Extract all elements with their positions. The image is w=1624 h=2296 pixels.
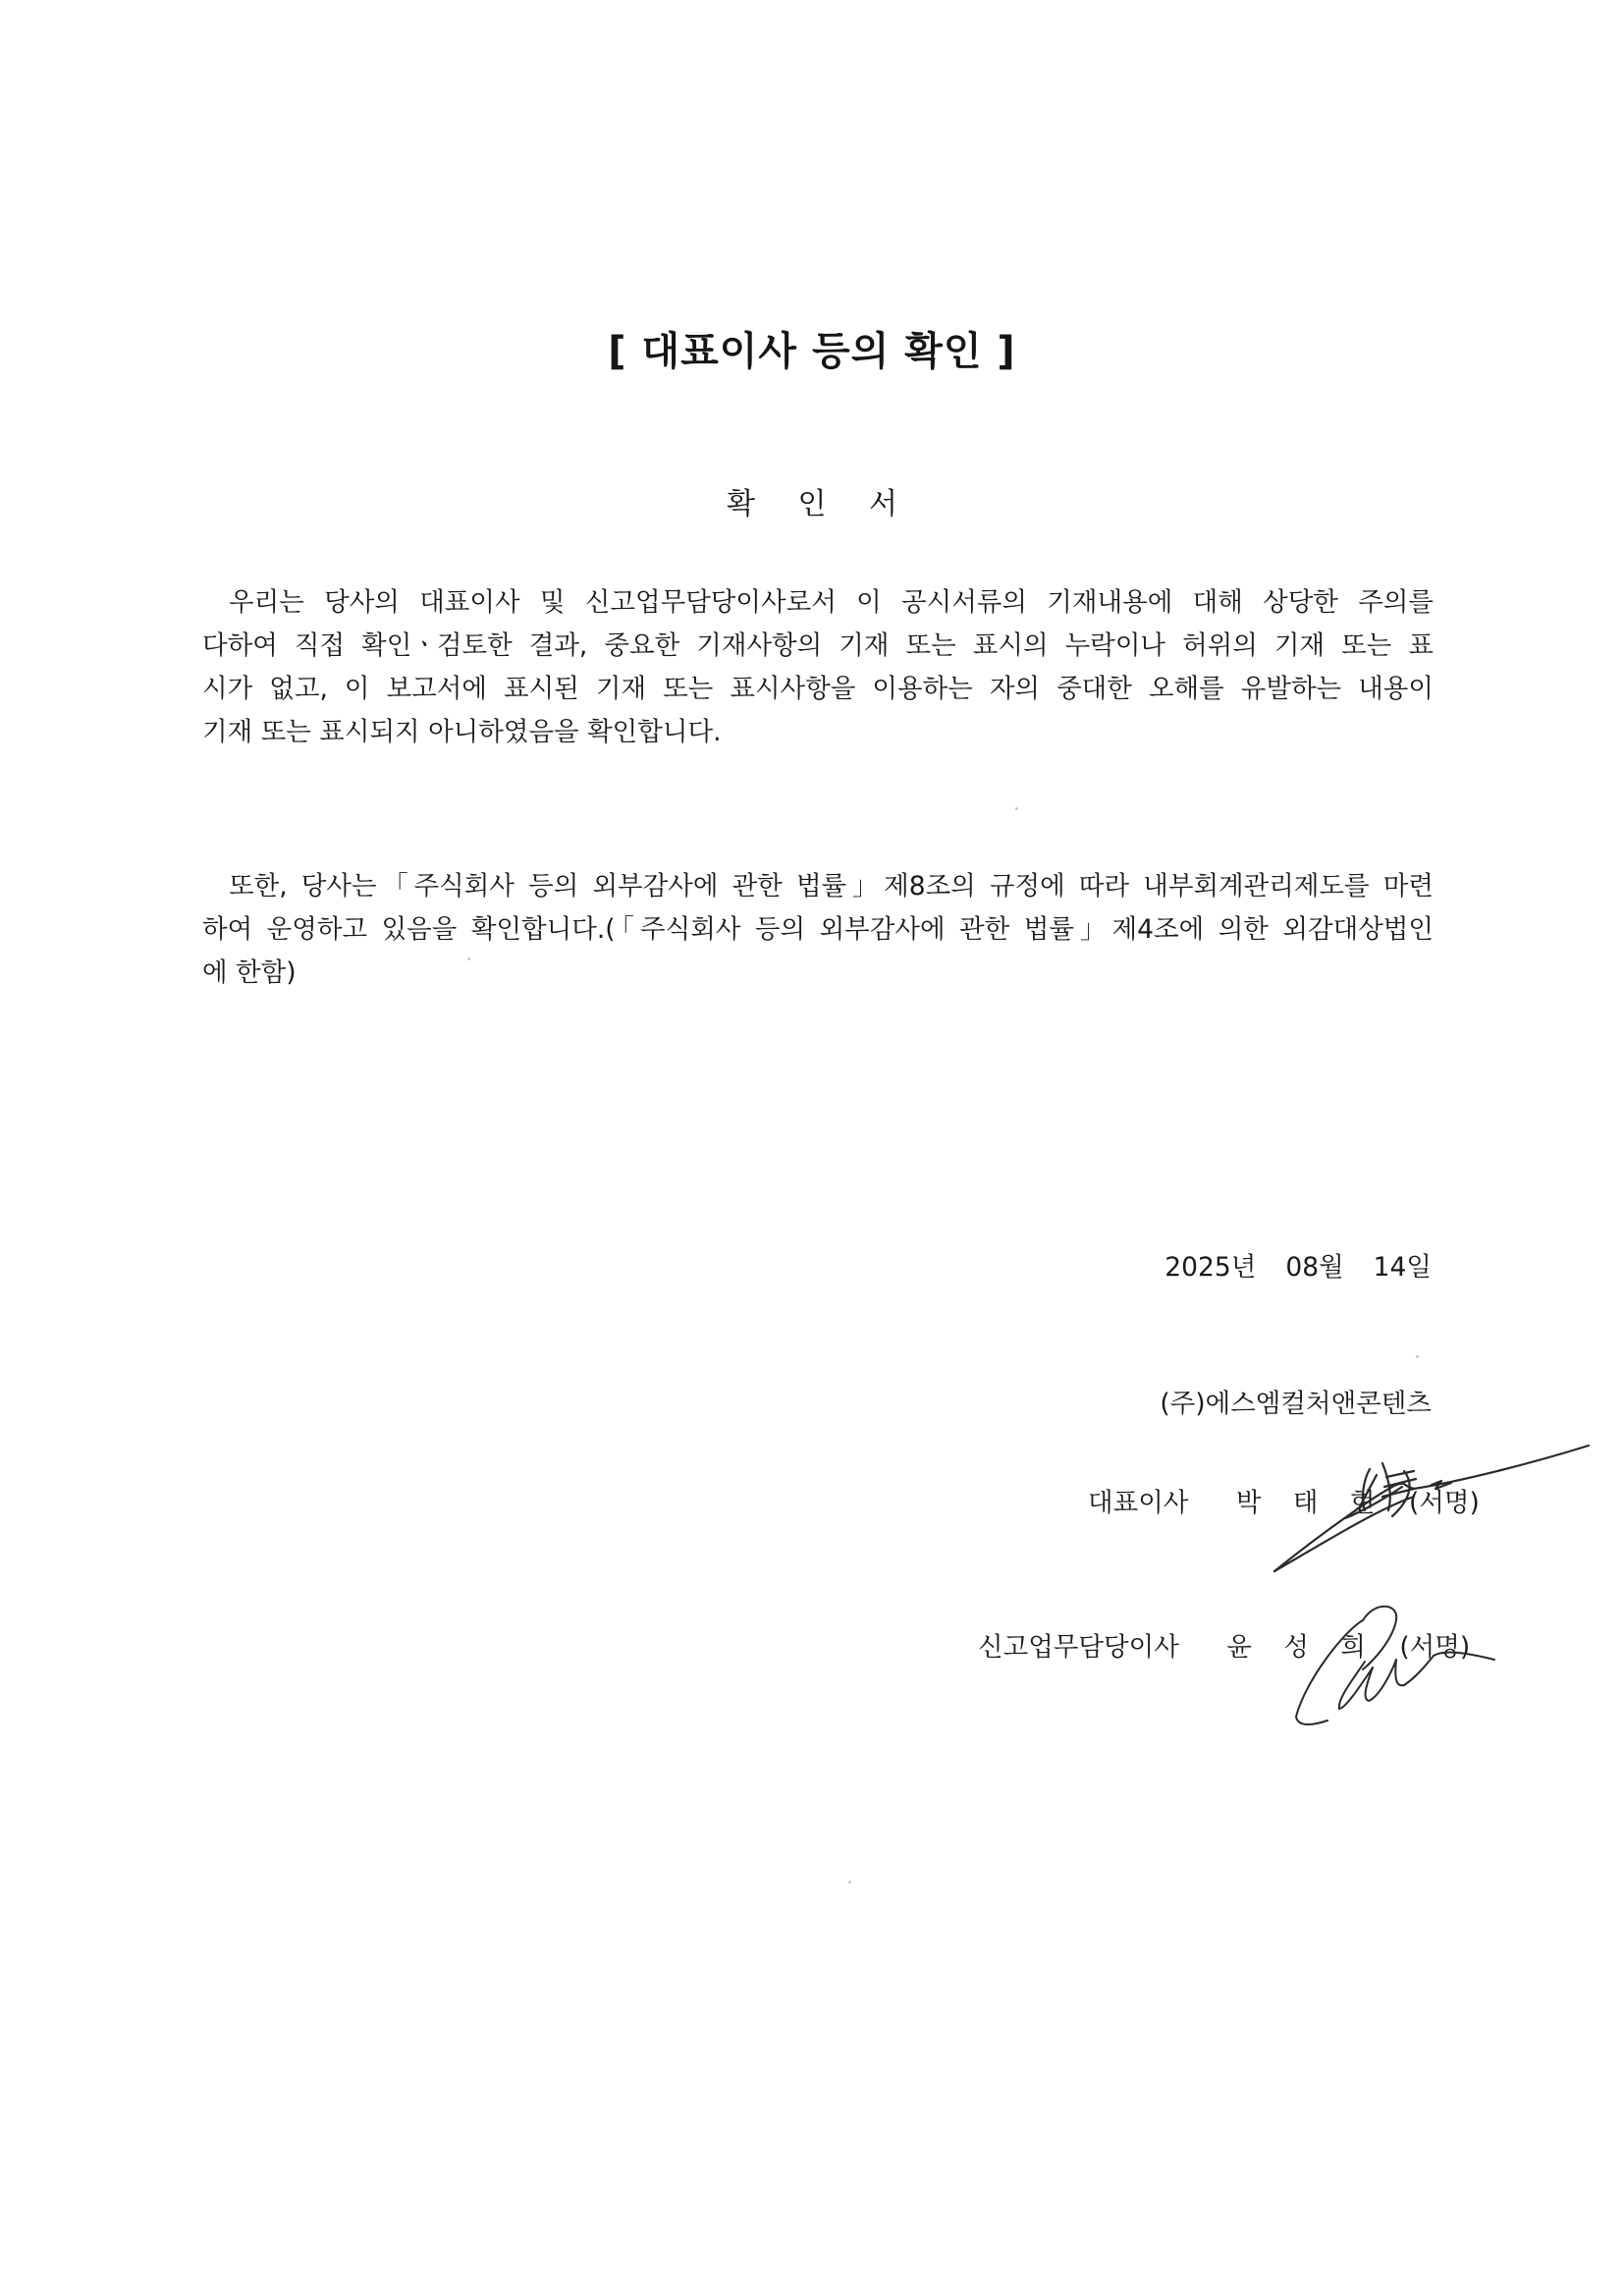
subtitle-char: 서	[869, 487, 898, 521]
handwritten-signature-icon	[1267, 1591, 1522, 1738]
signatory-role: 신고업무담당이사	[978, 1632, 1179, 1663]
signature-line-ceo	[1088, 1481, 1480, 1519]
signature-placeholder: (서명)	[1399, 1632, 1471, 1663]
scan-artifact	[467, 957, 470, 960]
internal-control-paragraph	[202, 865, 1434, 995]
paragraph-line: 우리는 당사의 대표이사 및 신고업무담당이사로서 이 공시서류의 기재내용에 대해 상당한 주의를	[229, 587, 1434, 618]
signatory-role: 대표이사	[1088, 1488, 1189, 1518]
signatory-name: 윤 성 희	[1226, 1632, 1378, 1663]
signature-line-reporting-officer	[978, 1625, 1470, 1664]
paragraph-line: 또한, 당사는「주식회사 등의 외부감사에 관한 법률」제8조의 규정에 따라 내부회계관리제도를 마련	[229, 871, 1434, 902]
date-day: 14일	[1373, 1252, 1432, 1283]
paragraph-line: 하여 운영하고 있음을 확인합니다.(「주식회사 등의 외부감사에 관한 법률」제4조에 의한 외감대상법인	[202, 914, 1434, 945]
signature-placeholder: (서명)	[1408, 1488, 1480, 1518]
confirmation-paragraph	[202, 581, 1434, 754]
paragraph-line: 시가 없고, 이 보고서에 표시된 기재 또는 표시사항을 이용하는 자의 중대한 오해를 유발하는 내용이	[202, 674, 1434, 704]
paragraph-line: 에 한함)	[202, 957, 297, 988]
subtitle-char: 인	[797, 487, 827, 521]
subtitle-char: 확	[726, 487, 755, 521]
company-name: (주)에스엠컬처앤콘텐츠	[1160, 1389, 1432, 1419]
document-date	[1164, 1245, 1432, 1284]
date-month: 08월	[1285, 1252, 1344, 1283]
scan-artifact	[1416, 1355, 1419, 1358]
scan-artifact	[848, 1881, 851, 1884]
signatory-name: 박 태 현	[1235, 1488, 1387, 1518]
scan-artifact	[1015, 807, 1018, 810]
paragraph-line: 기재 또는 표시되지 아니하였음을 확인합니다.	[202, 717, 722, 747]
date-year: 2025년	[1164, 1252, 1257, 1283]
confirmation-subtitle	[0, 479, 1624, 522]
page-title: [ 대표이사 등의 확인 ]	[608, 329, 1016, 374]
paragraph-line: 다하여 직접 확인ㆍ검토한 결과, 중요한 기재사항의 기재 또는 표시의 누락이나 허위의 기재 또는 표	[202, 630, 1434, 661]
